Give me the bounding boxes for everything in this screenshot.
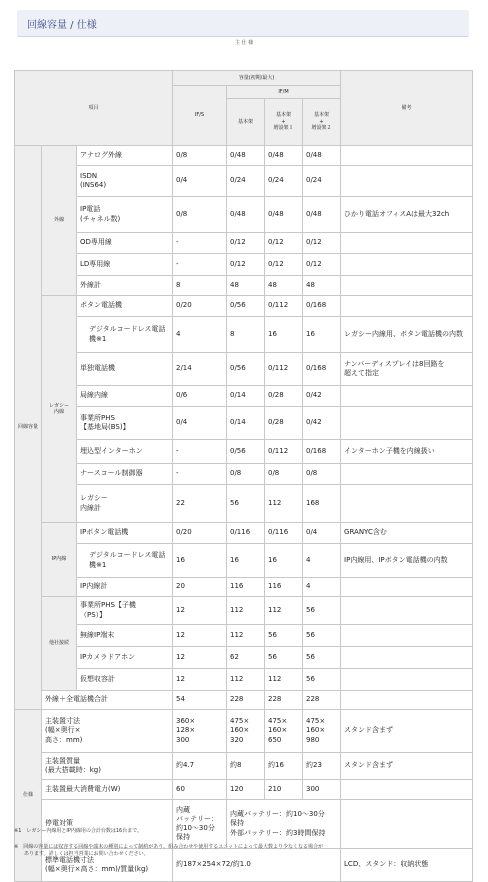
table-row	[15, 317, 473, 353]
row-value: 112	[265, 669, 303, 691]
row-note	[341, 166, 473, 197]
row-label: OD専用線	[77, 233, 173, 254]
row-value: 56	[265, 625, 303, 647]
row-value: 0/12	[303, 254, 341, 276]
table-row	[15, 523, 473, 544]
row-note	[341, 691, 473, 710]
row-label: アナログ外線	[77, 146, 173, 166]
table-row	[15, 647, 473, 669]
row-value: 0/24	[303, 166, 341, 197]
header-capacity: 容量(初期/最大)	[173, 71, 341, 86]
row-note: IP内線用、IPボタン電話機の内数	[341, 544, 473, 578]
row-note: LCD、スタンド：収納状態	[341, 849, 473, 882]
row-value: 0/168	[303, 296, 341, 317]
row-note: インターホン子機を内線扱い	[341, 440, 473, 464]
table-row	[15, 464, 473, 485]
row-value: 48	[265, 276, 303, 296]
row-value: 0/6	[173, 386, 227, 407]
row-value: 約16	[265, 753, 303, 780]
row-note	[341, 780, 473, 800]
header-ext2: 基本架 + 増設架２	[303, 99, 341, 146]
row-label: 事業所PHS【子機 （PS）】	[77, 597, 173, 625]
row-value: 0/42	[303, 407, 341, 440]
row-note: GRANYC含む	[341, 523, 473, 544]
header-item: 項目	[15, 71, 173, 146]
row-value: 0/20	[173, 296, 227, 317]
row-value: 56	[303, 597, 341, 625]
table-row	[15, 753, 473, 780]
row-value: 0/24	[227, 166, 265, 197]
row-label: 局線内線	[77, 386, 173, 407]
row-value: 0/24	[265, 166, 303, 197]
row-note	[341, 669, 473, 691]
row-value: 0/4	[173, 407, 227, 440]
row-value: 300	[303, 780, 341, 800]
row-label: 外線＋全電話機合計	[42, 691, 173, 710]
row-value: 228	[227, 691, 265, 710]
row-value: 475× 160× 320	[227, 710, 265, 753]
row-value: 0/56	[227, 440, 265, 464]
row-label: 主装置最大消費電力(W)	[42, 780, 173, 800]
row-note	[341, 146, 473, 166]
table-row	[15, 386, 473, 407]
row-value: 0/116	[227, 523, 265, 544]
row-value: 48	[227, 276, 265, 296]
row-value: 116	[227, 578, 265, 597]
table-row	[15, 625, 473, 647]
table-row	[15, 485, 473, 523]
row-value: 0/14	[227, 386, 265, 407]
row-value: 4	[173, 317, 227, 353]
row-label: デジタルコードレス電話機※1	[77, 544, 173, 578]
footnote: ※ 回線の容量には収容する回線や端末の種別によって制約があり、組み合わせや使用するユニットによって最大数より少なくなる場合が あります。詳しくは担当営業にお問い合わせください。	[14, 843, 323, 857]
row-value: 48	[303, 276, 341, 296]
header-ext1: 基本架 + 増設架１	[265, 99, 303, 146]
table-row	[15, 407, 473, 440]
row-label: IP電話 (チャネル数)	[77, 197, 173, 233]
row-value: 0/8	[173, 197, 227, 233]
row-label: 外線計	[77, 276, 173, 296]
row-value: 16	[303, 317, 341, 353]
table-row	[15, 353, 473, 386]
row-note	[341, 276, 473, 296]
page-header	[17, 10, 469, 37]
row-value: 0/4	[173, 166, 227, 197]
row-value: 2/14	[173, 353, 227, 386]
row-note	[341, 625, 473, 647]
row-value: 54	[173, 691, 227, 710]
group-ip: IP内線	[42, 523, 77, 597]
row-value: 228	[265, 691, 303, 710]
row-value: 16	[265, 317, 303, 353]
row-label: IPカメラドアホン	[77, 647, 173, 669]
row-value: 475× 160× 650	[265, 710, 303, 753]
row-value: 12	[173, 597, 227, 625]
row-note	[341, 233, 473, 254]
row-value: 0/56	[227, 353, 265, 386]
row-label: デジタルコードレス電話機※1	[77, 317, 173, 353]
row-label: ボタン電話機	[77, 296, 173, 317]
table-row	[15, 578, 473, 597]
row-value: 0/48	[265, 197, 303, 233]
row-value: 0/42	[303, 386, 341, 407]
table-caption: 主 仕 様	[234, 40, 254, 46]
row-value: 16	[173, 544, 227, 578]
row-note	[341, 296, 473, 317]
row-note	[341, 647, 473, 669]
footnote: ※1 レガシー内線用とIP内線用の合計台数は16台まで。	[14, 828, 143, 834]
row-value: 約4.7	[173, 753, 227, 780]
row-value: 0/20	[173, 523, 227, 544]
row-value: 0/8	[173, 146, 227, 166]
row-value: 8	[173, 276, 227, 296]
row-label: 事業所PHS 【基地局(BS)】	[77, 407, 173, 440]
row-value: 0/48	[227, 197, 265, 233]
row-value: 0/12	[265, 233, 303, 254]
row-value: 0/116	[265, 523, 303, 544]
header-ifs: IF/S	[173, 86, 227, 146]
row-value: 内蔵 バッテリー： 約10～30分 保持	[173, 800, 227, 849]
row-value: -	[173, 440, 227, 464]
row-note	[341, 597, 473, 625]
row-label: 停電対策	[42, 800, 173, 849]
row-value: 0/48	[303, 146, 341, 166]
row-value: 0/14	[227, 407, 265, 440]
row-value: 210	[265, 780, 303, 800]
row-note: スタンド含まず	[341, 710, 473, 753]
row-value: 約8	[227, 753, 265, 780]
table-row	[15, 146, 473, 166]
row-value: 475× 160× 980	[303, 710, 341, 753]
row-value: 112	[265, 485, 303, 523]
row-value: 約187×254×72/約1.0	[173, 849, 341, 882]
row-value: -	[173, 254, 227, 276]
row-value: 22	[173, 485, 227, 523]
group-other: 他社接続	[42, 597, 77, 691]
row-label: 標準電話機寸法 (幅×奥行×高さ：mm)/質量(kg)	[42, 849, 173, 882]
row-label: 主装置寸法 (幅×奥行× 高さ：mm)	[42, 710, 173, 753]
row-value: 8	[227, 317, 265, 353]
row-value: 12	[173, 647, 227, 669]
table-row	[15, 780, 473, 800]
row-value: 112	[227, 625, 265, 647]
row-note: レガシー内線用、ボタン電話機の内数	[341, 317, 473, 353]
row-value: 0/8	[303, 464, 341, 485]
table-row	[15, 254, 473, 276]
table-row	[15, 440, 473, 464]
row-note: スタンド含まず	[341, 753, 473, 780]
table-row	[15, 296, 473, 317]
row-label: 無線IP端末	[77, 625, 173, 647]
group-spec: 仕様	[15, 710, 42, 882]
row-label: 埋込型インターホン	[77, 440, 173, 464]
row-note	[341, 386, 473, 407]
row-value: 0/4	[303, 523, 341, 544]
row-note	[341, 254, 473, 276]
row-value: 56	[227, 485, 265, 523]
row-value: 56	[303, 647, 341, 669]
row-value: 62	[227, 647, 265, 669]
row-value: 112	[265, 597, 303, 625]
row-value: 116	[265, 578, 303, 597]
group-circuit-capacity: 回線容量	[15, 146, 42, 710]
row-label: 主装置質量 (最大搭載時：kg)	[42, 753, 173, 780]
row-value: 4	[303, 578, 341, 597]
row-value: 16	[265, 544, 303, 578]
row-value: 0/56	[227, 296, 265, 317]
row-value: 60	[173, 780, 227, 800]
table-row	[15, 691, 473, 710]
row-value: 12	[173, 625, 227, 647]
row-value: 0/112	[265, 440, 303, 464]
row-value: 0/28	[265, 407, 303, 440]
row-value: 0/12	[265, 254, 303, 276]
row-value: 0/28	[265, 386, 303, 407]
row-note: ナンバーディスプレイは8回路を 超えて指定	[341, 353, 473, 386]
table-row	[15, 669, 473, 691]
row-value: 120	[227, 780, 265, 800]
row-value: 56	[303, 669, 341, 691]
row-value: 12	[173, 669, 227, 691]
group-legacy: レガシー 内線	[42, 296, 77, 523]
table-row	[15, 233, 473, 254]
row-value: 0/112	[265, 296, 303, 317]
page-title: 回線容量 / 仕様	[27, 20, 97, 31]
row-value: 0/168	[303, 440, 341, 464]
row-value: 4	[303, 544, 341, 578]
table-row	[15, 544, 473, 578]
row-value: 0/12	[227, 254, 265, 276]
row-label: ISDN (INS64)	[77, 166, 173, 197]
row-value: 56	[303, 625, 341, 647]
row-label: IP内線計	[77, 578, 173, 597]
row-value: 20	[173, 578, 227, 597]
row-note: ひかり電話オフィスAは最大32ch	[341, 197, 473, 233]
table-row	[15, 276, 473, 296]
row-value: 112	[227, 669, 265, 691]
row-value: 360× 128× 300	[173, 710, 227, 753]
row-value: -	[173, 233, 227, 254]
row-value: 約23	[303, 753, 341, 780]
row-label: LD専用線	[77, 254, 173, 276]
header-remarks: 備考	[341, 71, 473, 146]
row-value: 0/48	[227, 146, 265, 166]
row-value: -	[173, 464, 227, 485]
group-outside: 外線	[42, 146, 77, 296]
spec-table	[14, 70, 473, 882]
row-label: 単独電話機	[77, 353, 173, 386]
table-row	[15, 597, 473, 625]
table-row	[15, 710, 473, 753]
row-value: 0/12	[227, 233, 265, 254]
row-note	[341, 485, 473, 523]
header-basic: 基本架	[227, 99, 265, 146]
row-value: 0/12	[303, 233, 341, 254]
row-value: 0/168	[303, 353, 341, 386]
row-note	[341, 464, 473, 485]
row-value: 0/112	[265, 353, 303, 386]
row-value: 0/48	[265, 146, 303, 166]
row-value: 16	[227, 544, 265, 578]
row-value: 228	[303, 691, 341, 710]
row-value: 0/48	[303, 197, 341, 233]
row-note	[341, 407, 473, 440]
row-value: 0/8	[227, 464, 265, 485]
row-label: 仮想収容計	[77, 669, 173, 691]
row-note	[341, 578, 473, 597]
table-row	[15, 197, 473, 233]
row-label: IPボタン電話機	[77, 523, 173, 544]
table-row	[15, 166, 473, 197]
row-value: 112	[227, 597, 265, 625]
row-label: レガシー 内線計	[77, 485, 173, 523]
header-ifm: IF/M	[227, 86, 341, 99]
footnotes	[14, 828, 474, 859]
row-value: 168	[303, 485, 341, 523]
row-value: 56	[265, 647, 303, 669]
row-value: 内蔵バッテリー：約10～30分 保持 外部バッテリー：約3時間保持	[227, 800, 341, 849]
header-row	[15, 71, 473, 86]
row-label: ナースコール制御器	[77, 464, 173, 485]
row-value: 0/8	[265, 464, 303, 485]
